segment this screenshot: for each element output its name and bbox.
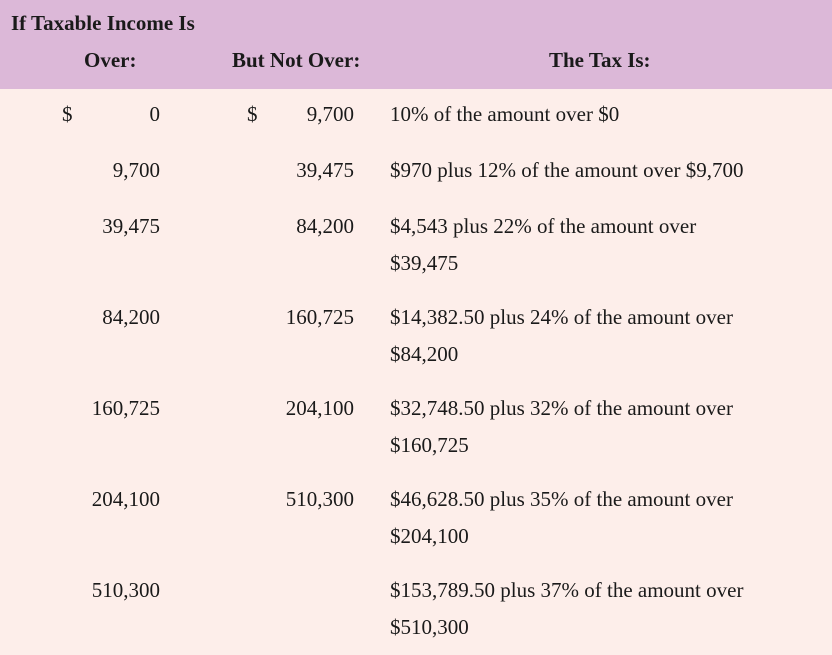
tax-description: [390, 299, 733, 373]
tax-line-1: $970 plus 12% of the amount over $9,700: [390, 158, 744, 182]
header-title-line: If Taxable Income Is: [11, 11, 195, 35]
tax-line-1: 10% of the amount over $0: [390, 102, 620, 126]
over-value: 84,200: [102, 305, 160, 329]
column-header-not-over: But Not Over:: [232, 48, 361, 72]
tax-line-2: $510,300: [390, 615, 469, 639]
not-over-value: 510,300: [285, 487, 354, 511]
over-value: 510,300: [91, 578, 160, 602]
tax-line-1: $14,382.50 plus 24% of the amount over: [390, 305, 733, 329]
tax-line-2: $84,200: [390, 342, 459, 366]
tax-line-1: $153,789.50 plus 37% of the amount over: [390, 578, 744, 602]
tax-line-2: $39,475: [390, 251, 459, 275]
tax-line-1: $46,628.50 plus 35% of the amount over: [390, 487, 733, 511]
tax-description: [390, 390, 733, 464]
not-over-value: 9,700: [306, 102, 354, 126]
currency-symbol-not-over: $: [247, 102, 258, 126]
table-header: [0, 0, 832, 89]
not-over-value: 84,200: [296, 214, 354, 238]
tax-description: [390, 208, 696, 282]
over-value: 9,700: [112, 158, 160, 182]
tax-line-1: $4,543 plus 22% of the amount over: [390, 214, 697, 238]
not-over-value: 204,100: [285, 396, 354, 420]
tax-description: [390, 96, 619, 133]
over-value: 39,475: [102, 214, 160, 238]
not-over-value: 160,725: [285, 305, 354, 329]
column-header-tax: The Tax Is:: [549, 48, 651, 72]
tax-line-2: $204,100: [390, 524, 469, 548]
column-header-over: Over:: [84, 48, 137, 72]
tax-line-2: $160,725: [390, 433, 469, 457]
tax-line-1: $32,748.50 plus 32% of the amount over: [390, 396, 733, 420]
tax-description: [390, 481, 733, 555]
not-over-value: 39,475: [296, 158, 354, 182]
over-value: 160,725: [91, 396, 160, 420]
tax-description: [390, 152, 743, 189]
currency-symbol-over: $: [62, 102, 73, 126]
tax-description: [390, 572, 743, 646]
over-value: 0: [149, 102, 160, 126]
over-value: 204,100: [91, 487, 160, 511]
